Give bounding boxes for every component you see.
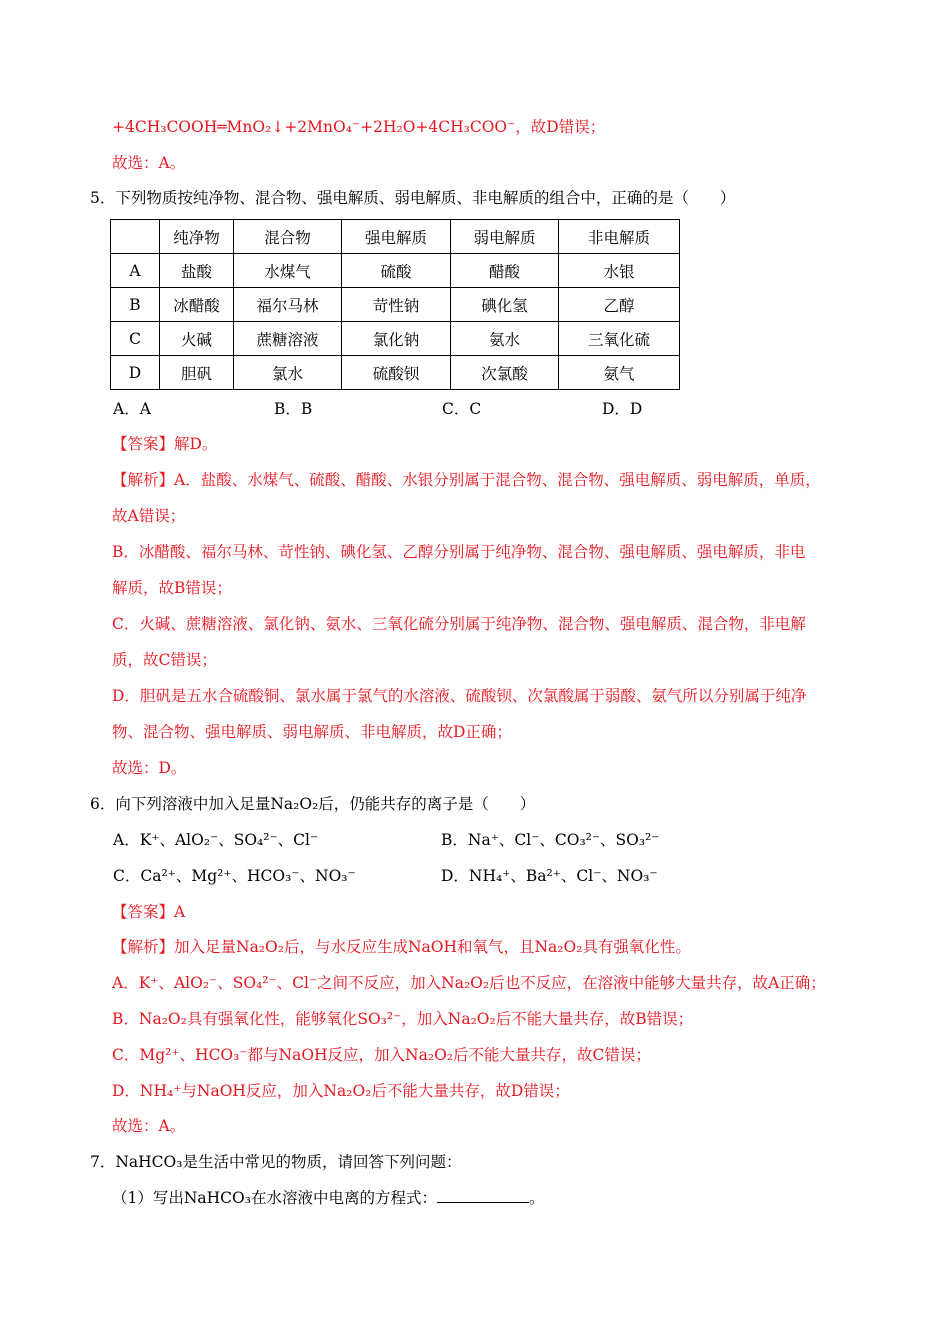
q5-analysis-line: C．火碱、蔗糖溶液、氯化钠、氨水、三氧化硫分别属于纯净物、混合物、强电解质、混合物，非电解 [112, 615, 806, 633]
q5-analysis-line: 质，故C错误； [112, 651, 217, 669]
table-header-cell: 混合物 [234, 220, 342, 254]
q7-stem: 7．NaHCO₃是生活中常见的物质，请回答下列问题： [90, 1153, 462, 1171]
q6-answer: 【答案】A [112, 903, 186, 921]
table-row [111, 288, 680, 322]
table-cell: 三氧化硫 [559, 322, 680, 356]
table-cell: 水银 [559, 254, 680, 288]
q6-analysis-line: B．Na₂O₂具有强氧化性，能够氧化SO₃²⁻，加入Na₂O₂后不能大量共存，故B错误； [112, 1010, 694, 1028]
table-cell: 蔗糖溶液 [234, 322, 342, 356]
q5-option-a: A．A [113, 400, 151, 418]
q5-option-d: D．D [602, 400, 643, 418]
q6-analysis-line: C．Mg²⁺、HCO₃⁻都与NaOH反应，加入Na₂O₂后不能大量共存，故C错误； [112, 1046, 651, 1064]
table-header-cell: 弱电解质 [451, 220, 559, 254]
answer-blank[interactable] [437, 1188, 529, 1203]
q5-analysis-line: 解质，故B错误； [112, 579, 232, 597]
table-header-cell: 纯净物 [160, 220, 234, 254]
q5-analysis-line: 故选：D。 [112, 759, 187, 777]
table-cell: 氨气 [559, 356, 680, 390]
table-cell: A [111, 254, 160, 288]
q6-analysis-line: D．NH₄⁺与NaOH反应，加入Na₂O₂后不能大量共存，故D错误； [112, 1082, 570, 1100]
table-row [111, 254, 680, 288]
table-cell: 冰醋酸 [160, 288, 234, 322]
table-cell: 乙醇 [559, 288, 680, 322]
table-cell: 硫酸 [342, 254, 451, 288]
table-cell: C [111, 322, 160, 356]
table-row [111, 356, 680, 390]
q6-analysis-line: 【解析】加入足量Na₂O₂后，与水反应生成NaOH和氧气，且Na₂O₂具有强氧化性。 [112, 938, 691, 956]
q5-analysis-line: B．冰醋酸、福尔马林、苛性钠、碘化氢、乙醇分别属于纯净物、混合物、强电解质、强电解质，非电 [112, 543, 806, 561]
q5-table [110, 219, 680, 390]
table-cell: 醋酸 [451, 254, 559, 288]
q7-subquestion-1-end: 。 [528, 1189, 545, 1207]
q5-option-c: C．C [442, 400, 482, 418]
table-header-row [111, 220, 680, 254]
table-cell: 福尔马林 [234, 288, 342, 322]
table-cell: 火碱 [160, 322, 234, 356]
q7-subquestion-1 [112, 1188, 544, 1208]
q5-option-b: B．B [274, 400, 313, 418]
q6-option-b: B．Na⁺、Cl⁻、CO₃²⁻、SO₃²⁻ [441, 831, 660, 849]
table-cell: 氯水 [234, 356, 342, 390]
table-cell: 氯化钠 [342, 322, 451, 356]
q5-stem: 5．下列物质按纯净物、混合物、强电解质、弱电解质、非电解质的组合中，正确的是（ ） [90, 189, 736, 207]
table-cell: 盐酸 [160, 254, 234, 288]
table-cell: 胆矾 [160, 356, 234, 390]
table-cell: 苛性钠 [342, 288, 451, 322]
q6-option-c: C．Ca²⁺、Mg²⁺、HCO₃⁻、NO₃⁻ [113, 867, 356, 885]
q5-analysis-line: 故A错误； [112, 507, 186, 525]
table-cell: D [111, 356, 160, 390]
table-cell: 次氯酸 [451, 356, 559, 390]
table-cell: 碘化氢 [451, 288, 559, 322]
table-cell: 水煤气 [234, 254, 342, 288]
q6-analysis-line: 故选：A。 [112, 1117, 186, 1135]
q6-option-a: A．K⁺、AlO₂⁻、SO₄²⁻、Cl⁻ [113, 831, 319, 849]
q6-stem: 6．向下列溶液中加入足量Na₂O₂后，仍能共存的离子是（ ） [90, 795, 536, 813]
q5-analysis-line: D．胆矾是五水合硫酸铜、氯水属于氯气的水溶液、硫酸钡、次氯酸属于弱酸、氨气所以分别属于纯净 [112, 687, 807, 705]
table-cell: 氨水 [451, 322, 559, 356]
q6-analysis-line: A．K⁺、AlO₂⁻、SO₄²⁻、Cl⁻之间不反应，加入Na₂O₂后也不反应，在溶液中能够大量共存，故A正确； [112, 974, 826, 992]
q5-analysis-line: 【解析】A．盐酸、水煤气、硫酸、醋酸、水银分别属于混合物、混合物、强电解质、弱电解质，单质， [112, 471, 821, 489]
q7-subquestion-1-text: （1）写出NaHCO₃在水溶液中电离的方程式： [112, 1189, 437, 1207]
table-header-cell [111, 220, 160, 254]
q6-option-d: D．NH₄⁺、Ba²⁺、Cl⁻、NO₃⁻ [441, 867, 658, 885]
choose-line: 故选：A。 [112, 154, 186, 172]
q5-answer: 【答案】解D。 [112, 435, 218, 453]
table-cell: 硫酸钡 [342, 356, 451, 390]
table-header-cell: 强电解质 [342, 220, 451, 254]
table-row [111, 322, 680, 356]
table-cell: B [111, 288, 160, 322]
q5-analysis-line: 物、混合物、强电解质、弱电解质、非电解质，故D正确； [112, 723, 512, 741]
equation-tail: +4CH₃COOH═MnO₂↓+2MnO₄⁻+2H₂O+4CH₃COO⁻，故D错误； [112, 118, 606, 136]
table-header-cell: 非电解质 [559, 220, 680, 254]
